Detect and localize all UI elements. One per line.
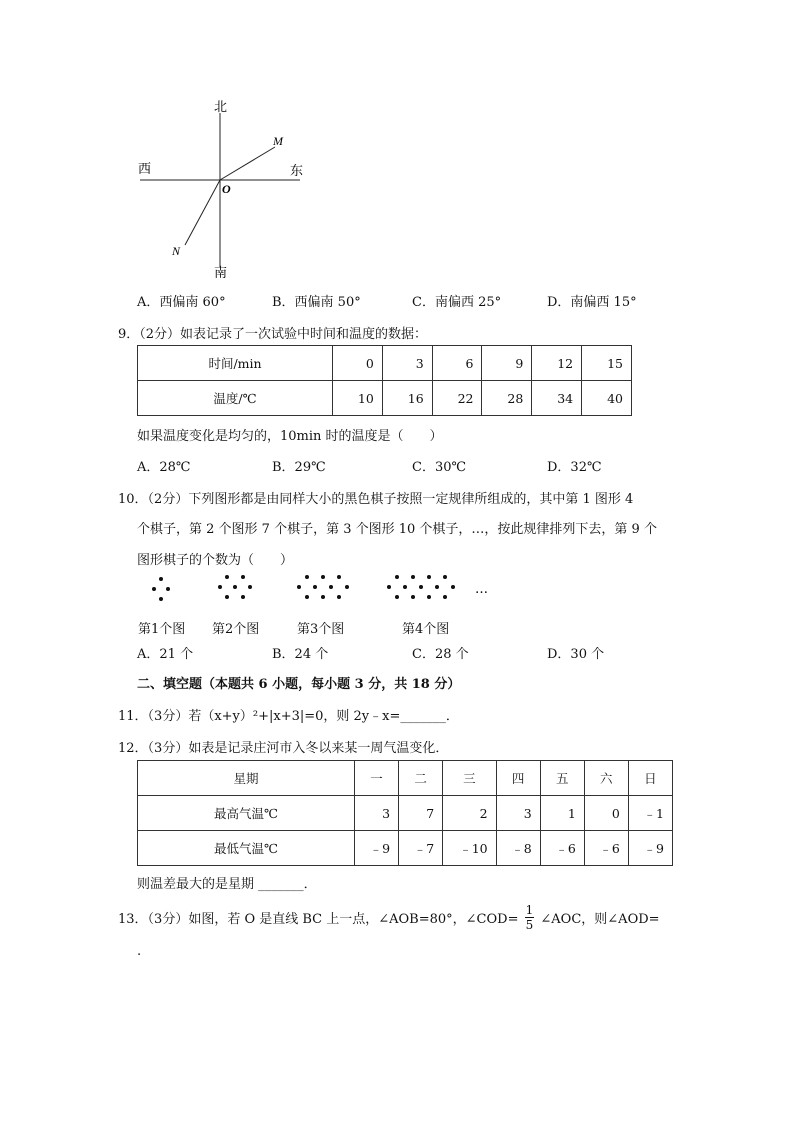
table-cell: ﹣8 xyxy=(496,831,540,866)
table-cell: ﹣6 xyxy=(540,831,584,866)
q10-option-d[interactable]: D．30 个 xyxy=(547,647,605,662)
table-cell: 3 xyxy=(496,796,540,831)
q12-header-label: 星期 xyxy=(138,761,355,796)
table-cell: 日 xyxy=(628,761,672,796)
q11: 11．（3分）若（x+y）²+|x+3|=0，则 2y﹣x=_______． xyxy=(118,709,459,724)
table-cell: 12 xyxy=(532,346,582,381)
caption-figure-1: 第1个图 xyxy=(138,622,186,637)
table-cell: 二 xyxy=(399,761,443,796)
table-cell: 22 xyxy=(432,381,482,416)
q12-question: 则温差最大的是星期 _______． xyxy=(137,877,317,892)
q10-option-b[interactable]: B．24 个 xyxy=(272,647,329,662)
table-cell: 40 xyxy=(582,381,632,416)
table-cell: 3 xyxy=(382,346,432,381)
n-label: N xyxy=(172,244,181,258)
q13-text-after: ∠AOC，则∠AOD= xyxy=(540,912,660,927)
table-cell: 五 xyxy=(540,761,584,796)
q13-frac-num: 1 xyxy=(525,903,534,917)
q9-option-c[interactable]: C．30℃ xyxy=(412,460,467,475)
section-heading: 二、填空题（本题共 6 小题，每小题 3 分，共 18 分） xyxy=(137,677,461,692)
q13-frac-den: 5 xyxy=(525,918,534,932)
table-cell: 6 xyxy=(432,346,482,381)
o-label: O xyxy=(222,182,231,196)
table-cell: 一 xyxy=(355,761,399,796)
table-cell: 0 xyxy=(333,346,383,381)
table-row xyxy=(138,796,673,831)
table-cell: ﹣9 xyxy=(628,831,672,866)
q12-stem: 12．（3分）如表是记录庄河市入冬以来某一周气温变化． xyxy=(118,741,449,756)
q9-row1-label: 时间/min xyxy=(138,346,333,381)
q8-option-b[interactable]: B．西偏南 50° xyxy=(272,295,361,310)
table-cell: 2 xyxy=(443,796,496,831)
q9-table xyxy=(137,345,632,416)
table-row xyxy=(138,346,632,381)
m-label: M xyxy=(273,134,283,148)
table-cell: 15 xyxy=(582,346,632,381)
q8-option-c[interactable]: C．南偏西 25° xyxy=(412,295,502,310)
q13-text-before: 13．（3分）如图，若 O 是直线 BC 上一点，∠AOB=80°，∠COD= xyxy=(118,912,519,927)
pattern-figure-1 xyxy=(152,577,170,601)
table-cell: 0 xyxy=(584,796,628,831)
east-label: 东 xyxy=(290,164,304,179)
q8-option-a[interactable]: A．西偏南 60° xyxy=(137,295,226,310)
table-cell: 9 xyxy=(482,346,532,381)
pattern-figure-3 xyxy=(297,575,349,599)
table-cell: 10 xyxy=(333,381,383,416)
pattern-figure-2 xyxy=(218,575,252,599)
south-label: 南 xyxy=(214,266,228,281)
table-row xyxy=(138,761,673,796)
compass-figure xyxy=(130,95,320,285)
q10-option-a[interactable]: A．21 个 xyxy=(137,647,194,662)
table-cell: 三 xyxy=(443,761,496,796)
q9-option-b[interactable]: B．29℃ xyxy=(272,460,326,475)
q13-fraction xyxy=(525,903,535,932)
q9-stem: 9．（2分）如表记录了一次试验中时间和温度的数据： xyxy=(118,327,428,342)
q10-line3: 图形棋子的个数为（ ） xyxy=(137,553,294,568)
q8-option-d[interactable]: D．南偏西 15° xyxy=(547,295,637,310)
table-cell: 28 xyxy=(482,381,532,416)
table-cell: ﹣7 xyxy=(399,831,443,866)
q13-tail: . xyxy=(137,944,142,959)
table-cell: 34 xyxy=(532,381,582,416)
caption-figure-4: 第4个图 xyxy=(402,622,450,637)
table-cell: 四 xyxy=(496,761,540,796)
q12-high-label: 最高气温℃ xyxy=(138,796,355,831)
table-cell: 1 xyxy=(540,796,584,831)
q9-option-a[interactable]: A．28℃ xyxy=(137,460,191,475)
caption-figure-2: 第2个图 xyxy=(212,622,260,637)
north-label: 北 xyxy=(214,100,228,115)
table-row xyxy=(138,831,673,866)
table-cell: 7 xyxy=(399,796,443,831)
pattern-figure-4 xyxy=(387,575,455,599)
table-cell: 3 xyxy=(355,796,399,831)
table-cell: ﹣1 xyxy=(628,796,672,831)
q9-question: 如果温度变化是均匀的，10min 时的温度是（ ） xyxy=(137,429,443,444)
table-cell: 16 xyxy=(382,381,432,416)
q10-line2: 个棋子，第 2 个图形 7 个棋子，第 3 个图形 10 个棋子，…，按此规律排列下去，第 9 个 xyxy=(137,522,657,537)
q13 xyxy=(118,903,660,939)
q12-low-label: 最低气温℃ xyxy=(138,831,355,866)
q12-table xyxy=(137,760,673,866)
q9-option-d[interactable]: D．32℃ xyxy=(547,460,602,475)
table-cell: ﹣10 xyxy=(443,831,496,866)
pattern-ellipsis: … xyxy=(475,582,488,597)
table-row xyxy=(138,381,632,416)
pattern-figures xyxy=(145,572,505,606)
table-cell: 六 xyxy=(584,761,628,796)
q10-line1: 10．（2分）下列图形都是由同样大小的黑色棋子按照一定规律所组成的，其中第 1 图形 4 xyxy=(118,492,634,507)
table-cell: ﹣6 xyxy=(584,831,628,866)
q9-row2-label: 温度/℃ xyxy=(138,381,333,416)
q10-option-c[interactable]: C．28 个 xyxy=(412,647,469,662)
caption-figure-3: 第3个图 xyxy=(297,622,345,637)
west-label: 西 xyxy=(138,162,152,177)
table-cell: ﹣9 xyxy=(355,831,399,866)
